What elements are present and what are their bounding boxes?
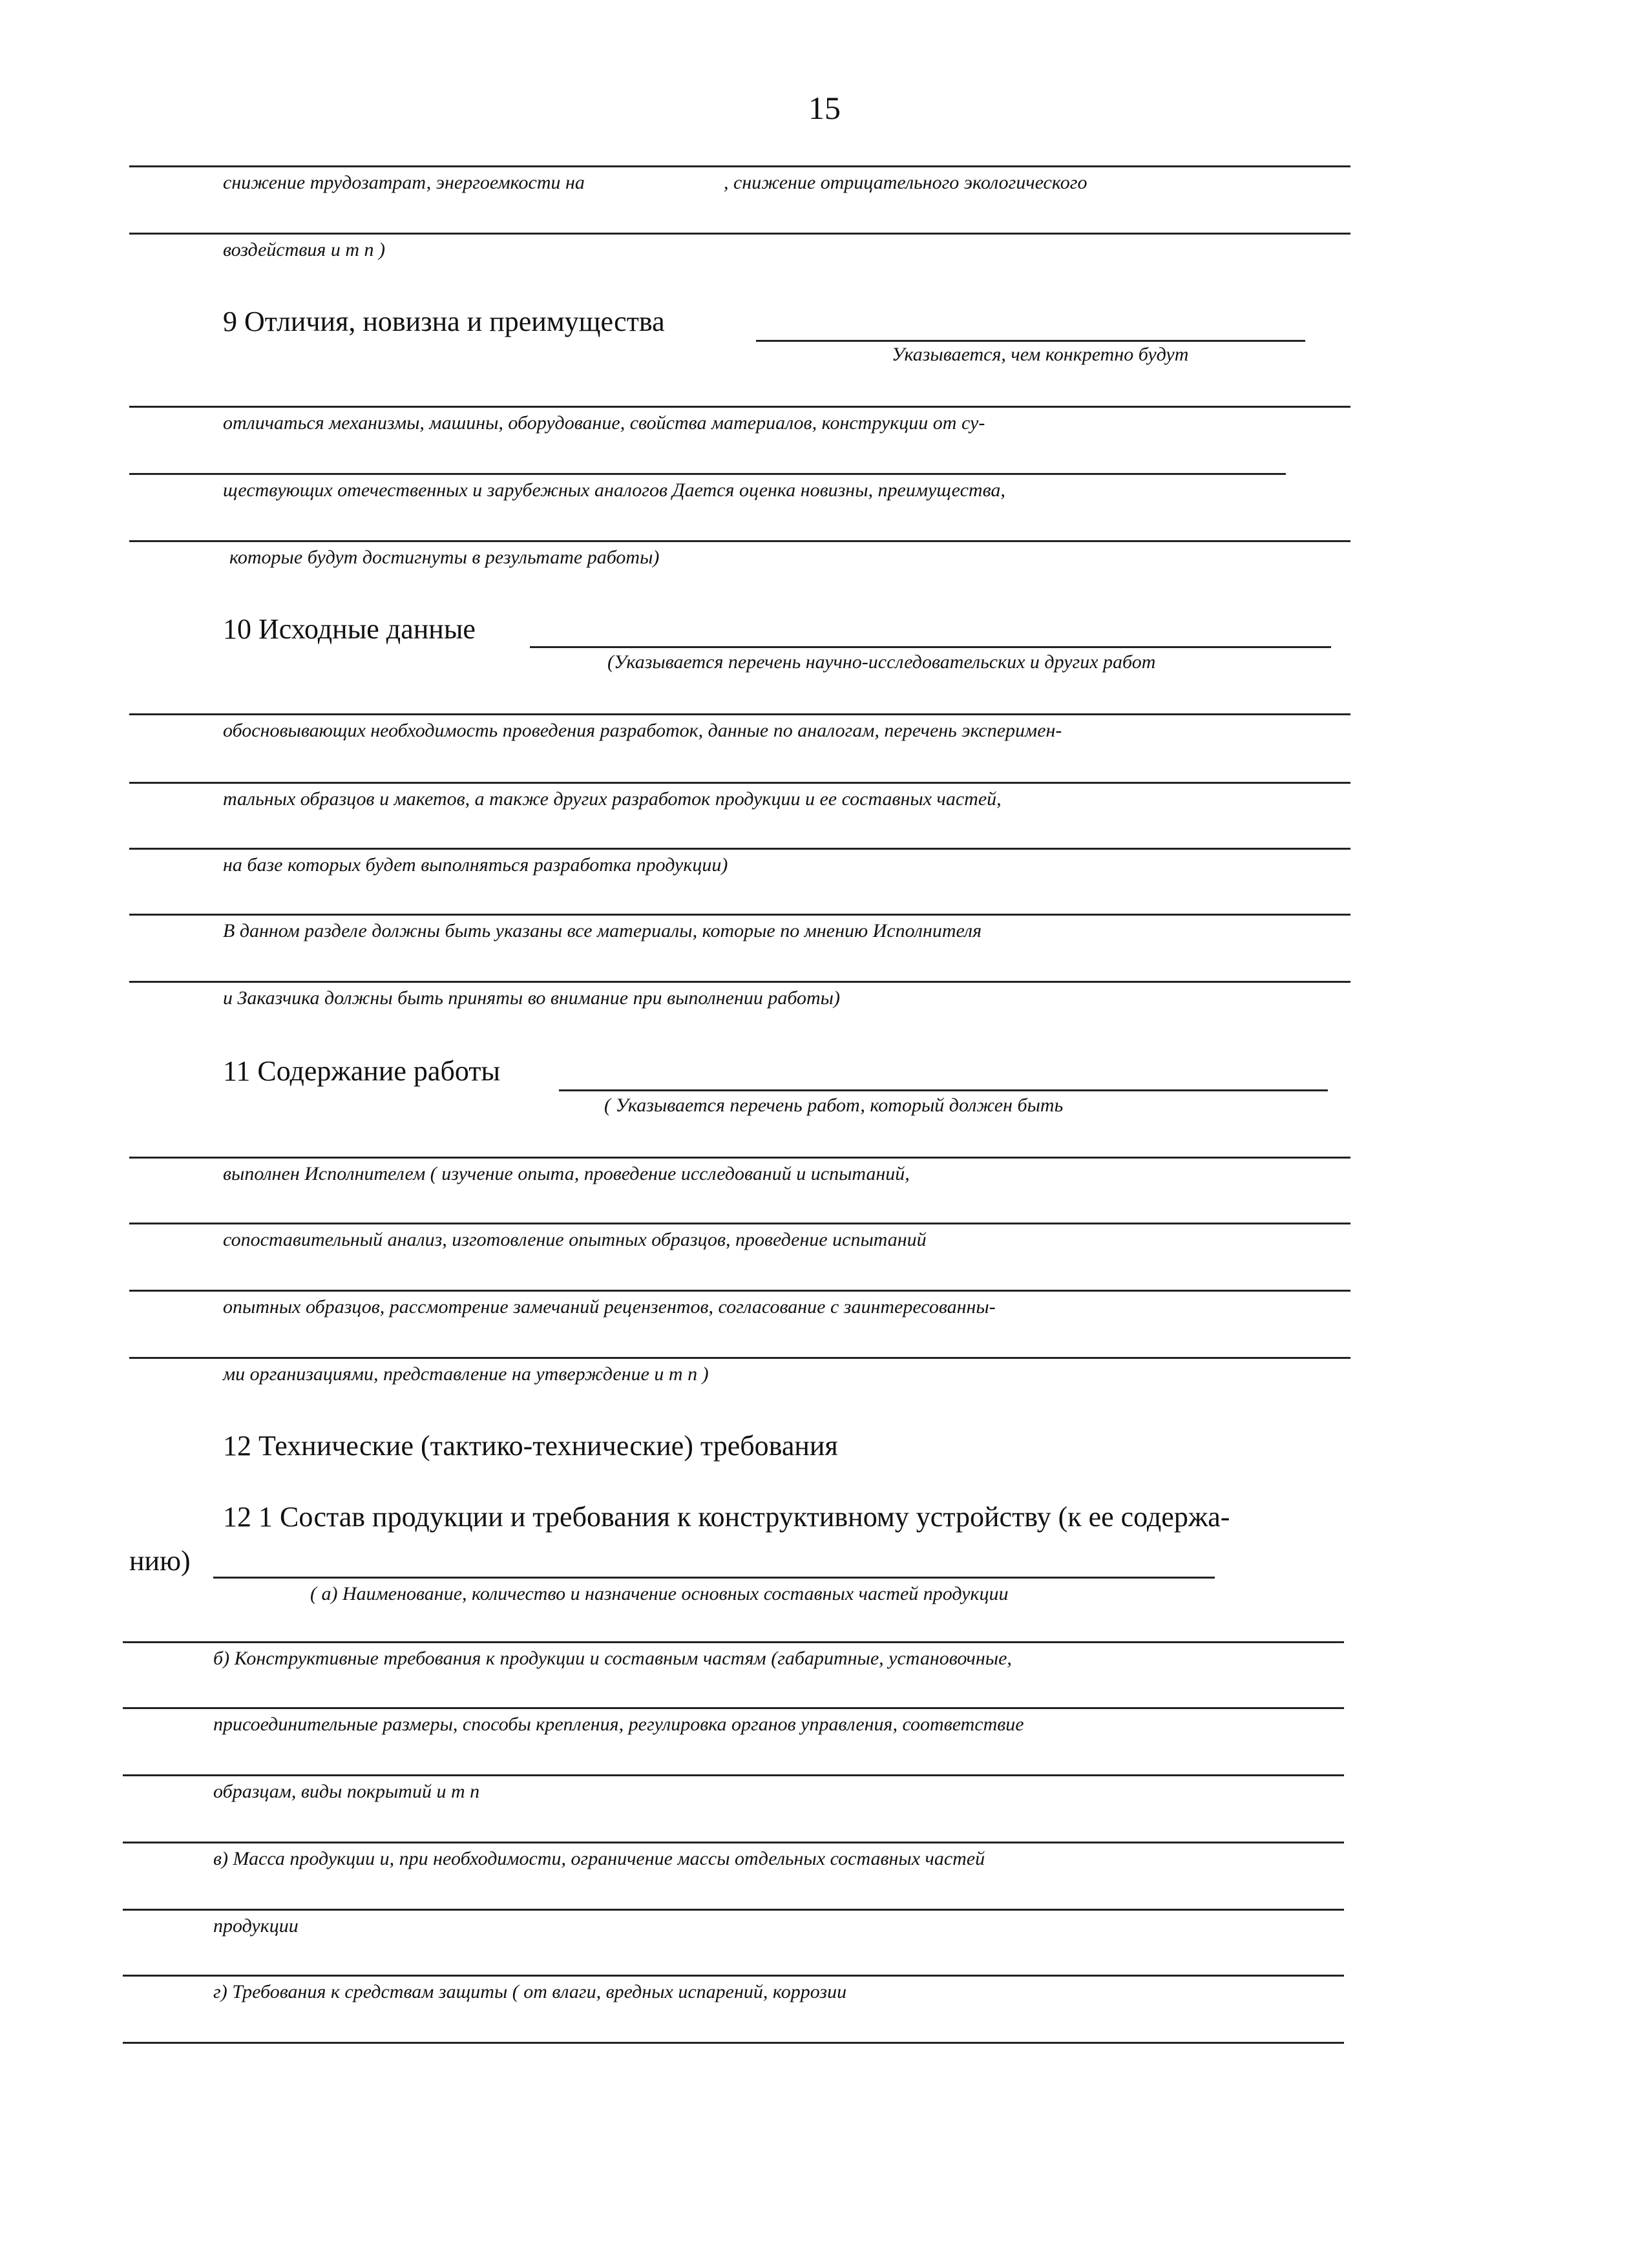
fill-line (129, 165, 1350, 167)
section-heading: 11 Содержание работы (223, 1055, 501, 1087)
note-line: ( Указывается перечень работ, который должен быть (604, 1095, 1064, 1116)
note-line: снижение трудозатрат, энергоемкости на (223, 172, 585, 193)
note-line: воздействия и т п ) (223, 239, 386, 260)
note-line: опытных образцов, рассмотрение замечаний рецензентов, согласование с заинтересованны- (223, 1296, 996, 1318)
note-line: г) Требования к средствам защиты ( от влаги, вредных испарений, коррозии (213, 1981, 847, 2002)
note-line: , снижение отрицательного экологического (724, 172, 1087, 193)
note-line: присоединительные размеры, способы крепления, регулировка органов управления, соответствие (213, 1714, 1024, 1735)
fill-line (129, 981, 1350, 983)
fill-line (129, 1357, 1350, 1359)
section-heading: 9 Отличия, новизна и преимущества (223, 306, 665, 337)
fill-line (129, 1290, 1350, 1292)
note-line: сопоставительный анализ, изготовление опытных образцов, проведение испытаний (223, 1229, 927, 1250)
fill-line (530, 646, 1331, 648)
note-line: В данном разделе должны быть указаны все материалы, которые по мнению Исполнителя (223, 920, 982, 941)
fill-line (129, 233, 1350, 235)
fill-line (129, 848, 1350, 850)
note-line: в) Масса продукции и, при необходимости, ограничение массы отдельных составных частей (213, 1848, 985, 1869)
fill-line (123, 1774, 1344, 1776)
subsection-heading-cont: нию) (129, 1545, 191, 1577)
fill-line (213, 1577, 1215, 1579)
page-number: 15 (808, 90, 841, 126)
section-heading: 12 Технические (тактико-технические) требования (223, 1430, 838, 1462)
fill-line (129, 782, 1350, 784)
fill-line (129, 473, 1286, 475)
note-line: б) Конструктивные требования к продукции и составным частям (габаритные, установочные, (213, 1648, 1012, 1669)
fill-line (559, 1089, 1328, 1091)
note-line: (Указывается перечень научно-исследовательских и других работ (607, 651, 1156, 673)
note-line: продукции (213, 1915, 299, 1937)
note-line: ( а) Наименование, количество и назначение основных составных частей продукции (310, 1583, 1009, 1604)
note-line: тальных образцов и макетов, а также других разработок продукции и ее составных частей, (223, 788, 1002, 810)
note-line: ми организациями, представление на утверждение и т п ) (223, 1363, 709, 1385)
fill-line (123, 1842, 1344, 1843)
fill-line (756, 340, 1305, 342)
fill-line (129, 1157, 1350, 1159)
note-line: выполнен Исполнителем ( изучение опыта, проведение исследований и испытаний, (223, 1163, 910, 1184)
fill-line (123, 1641, 1344, 1643)
subsection-heading: 12 1 Состав продукции и требования к конструктивному устройству (к ее содержа- (223, 1501, 1230, 1533)
fill-line (123, 1707, 1344, 1709)
fill-line (123, 1975, 1344, 1977)
fill-line (129, 1223, 1350, 1224)
note-line: и Заказчика должны быть приняты во внимание при выполнении работы) (223, 987, 840, 1009)
note-line: обосновывающих необходимость проведения разработок, данные по аналогам, перечень эксперимен- (223, 720, 1062, 741)
note-line: ществующих отечественных и зарубежных аналогов Дается оценка новизны, преимущества, (223, 479, 1005, 501)
fill-line (129, 540, 1350, 542)
note-line: на базе которых будет выполняться разработка продукции) (223, 854, 728, 876)
note-line: Указывается, чем конкретно будут (892, 344, 1189, 365)
fill-line (129, 406, 1350, 408)
fill-line (129, 914, 1350, 916)
note-line: образцам, виды покрытий и т п (213, 1781, 480, 1802)
fill-line (123, 2042, 1344, 2044)
fill-line (129, 713, 1350, 715)
fill-line (123, 1909, 1344, 1911)
section-heading: 10 Исходные данные (223, 613, 476, 645)
note-line: которые будут достигнуты в результате работы) (229, 547, 660, 568)
note-line: отличаться механизмы, машины, оборудование, свойства материалов, конструкции от су- (223, 412, 985, 434)
